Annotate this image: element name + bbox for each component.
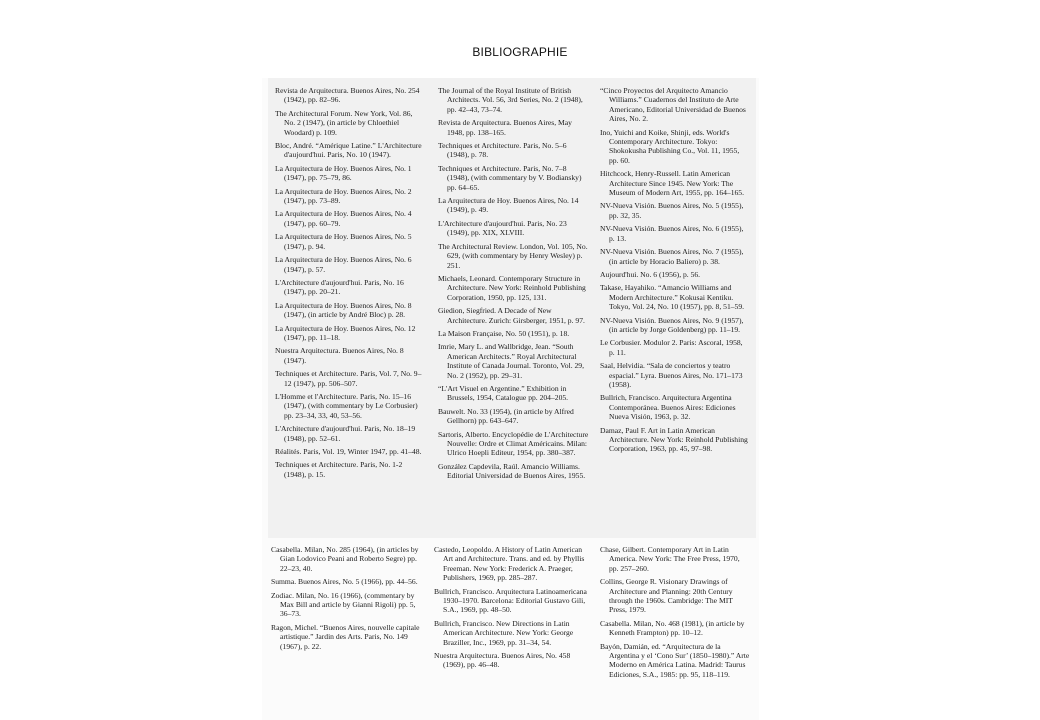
- bibliography-entry: La Arquitectura de Hoy. Buenos Aires, No. 5 (1947), p. 94.: [275, 232, 412, 251]
- bibliography-entry: NV-Nueva Visión. Buenos Aires, No. 5 (1955), pp. 32, 35.: [600, 201, 744, 220]
- bibliography-entry: Damaz, Paul F. Art in Latin American Architecture. New York: Reinhold Publishing Corporation, 1963, pp. 45, 97–98.: [600, 425, 748, 454]
- bibliography-entry: L'Architecture d'aujourd'hui. Paris, No. 16 (1947), pp. 20–21.: [275, 277, 404, 297]
- bibliography-entry: Techniques et Architecture. Paris, No. 1-2 (1948), p. 15.: [275, 460, 403, 479]
- bibliography-entry: Techniques et Architecture. Paris, Vol. 7, No. 9–12 (1947), pp. 506–507.: [275, 369, 422, 388]
- bibliography-entry: Casabella. Milan, No. 285 (1964), (in articles by Gian Lodovico Peani and Roberto Segre) pp. 22–23, 40.: [271, 545, 419, 573]
- bibliography-entry: Réalités. Paris, Vol. 19, Winter 1947, pp. 41–48.: [275, 447, 422, 456]
- bibliography-entry: La Arquitectura de Hoy. Buenos Aires, No. 14 (1949), p. 49.: [438, 196, 579, 215]
- bibliography-column-1: [275, 86, 423, 483]
- bibliography-entry: González Capdevila, Raúl. Amancio Williams. Editorial Universidad de Buenos Aires, 1955.: [438, 461, 586, 481]
- bibliography-entry: Ragon, Michel. “Buenos Aires, nouvelle capitale artistique.” Jardin des Arts. Paris, No. 149 (1967), p. 22.: [271, 622, 420, 651]
- bibliography-entry: NV-Nueva Visión. Buenos Aires, No. 6 (1955), p. 13.: [600, 224, 744, 243]
- bibliography-entry: La Arquitectura de Hoy. Buenos Aires, No. 6 (1947), p. 57.: [275, 255, 412, 274]
- bibliography-entry: “L'Art Visuel en Argentine.” Exhibition in Brussels, 1954, Catalogue pp. 204–205.: [438, 383, 569, 403]
- bibliography-entry: Collins, George R. Visionary Drawings of Architecture and Planning: 20th Century through the 1960s. Cambridge: The MIT Press, 1979.: [600, 577, 733, 615]
- bibliography-entry: “Cinco Proyectos del Arquitecto Amancio Williams.” Cuadernos del Instituto de Arte Americano, Editorial Universidad de Buenos Aires, No. 2.: [600, 86, 746, 124]
- bibliography-entry: Bloc, André. “Amérique Latine.” L'Architecture d'aujourd'hui. Paris, No. 10 (1947).: [275, 141, 422, 160]
- bibliography-entry: Imrie, Mary L. and Wallbridge, Jean. “South American Architects.” Royal Architectural Institute of Canada Journal. Toronto, Vol. 29, No. 2 (1952), pp. 29–31.: [438, 342, 584, 380]
- bibliography-entry: La Arquitectura de Hoy. Buenos Aires, No. 8 (1947), (in article by André Bloc) p. 28.: [275, 300, 412, 320]
- bibliography-entry: L'Homme et l'Architecture. Paris, No. 15–16 (1947), (with commentary by Le Corbusier) pp. 23–34, 33, 40, 53–56.: [275, 391, 418, 420]
- bibliography-entry: La Arquitectura de Hoy. Buenos Aires, No. 1 (1947), pp. 75–79, 86.: [275, 163, 412, 183]
- bibliography-entry: Chase, Gilbert. Contemporary Art in Latin America. New York: The Free Press, 1970, pp. 257–260.: [600, 545, 740, 573]
- bibliography-entry: Takase, Hayahiko. “Amancio Williams and Modern Architecture.” Kokusai Kentiku. Tokyo, Vol. 24, No. 10 (1957), pp. 8, 51–59.: [600, 283, 745, 312]
- bibliography-entry: Ino, Yuichi and Koike, Shinji, eds. World's Contemporary Architecture. Tokyo: Shokokusha Publishing Co., Vol. 11, 1955, pp. 60.: [600, 127, 740, 165]
- bibliography-entry: Nuestra Arquitectura. Buenos Aires, No. 458 (1969), pp. 46–48.: [434, 651, 571, 670]
- bibliography-entry: Saal, Helvidia. “Sala de conciertos y teatro espacial.” Lyra. Buenos Aires, No. 171–173 (1958).: [600, 361, 743, 389]
- bibliography-entry: L'Architecture d'aujourd'hui. Paris, No. 18–19 (1948), pp. 52–61.: [275, 424, 416, 443]
- bibliography-entry: NV-Nueva Visión. Buenos Aires, No. 7 (1955), (in article by Horacio Baliero) p. 38.: [600, 247, 744, 266]
- bibliography-entry: Bauwelt. No. 33 (1954), (in article by Alfred Gellhorn) pp. 643–647.: [438, 406, 574, 426]
- bibliography-column-5: [434, 545, 590, 674]
- bibliography-entry: Bullrich, Francisco. Arquitectura Latinoamericana 1930–1970. Barcelona: Editorial Gustavo Gili, S.A., 1969, pp. 48–50.: [434, 586, 587, 615]
- bibliography-entry: The Architectural Forum. New York, Vol. 86, No. 2 (1947), (in article by Chloethiel Woodard) p. 109.: [275, 108, 413, 137]
- bibliography-entry: Nuestra Arquitectura. Buenos Aires, No. 8 (1947).: [275, 346, 404, 365]
- bibliography-entry: Revista de Arquitectura. Buenos Aires, May 1948, pp. 138–165.: [438, 118, 572, 137]
- bibliography-entry: La Arquitectura de Hoy. Buenos Aires, No. 12 (1947), pp. 11–18.: [275, 323, 416, 342]
- bibliography-entry: The Architectural Review. London, Vol. 105, No. 629, (with commentary by Henry Wesley) p. 251.: [438, 241, 588, 270]
- bibliography-entry: La Maison Française, No. 50 (1951), p. 18.: [438, 328, 570, 338]
- bibliography-entry: The Journal of the Royal Institute of British Architects. Vol. 56, 3rd Series, No. 2 (1948), pp. 42–43, 73–74.: [438, 86, 583, 114]
- bibliography-column-2: [438, 86, 590, 485]
- bibliography-column-3: [600, 86, 750, 458]
- bibliography-entry: L'Architecture d'aujourd'hui. Paris, No. 23 (1949), pp. XIX, XLVIII.: [438, 218, 567, 238]
- bibliography-entry: NV-Nueva Visión. Buenos Aires, No. 9 (1957), (in article by Jorge Goldenberg) pp. 11–19.: [600, 315, 744, 334]
- bibliography-entry: La Arquitectura de Hoy. Buenos Aires, No. 2 (1947), pp. 73–89.: [275, 186, 412, 206]
- page-title: BIBLIOGRAPHIE: [472, 45, 568, 59]
- bibliography-entry: Techniques et Architecture. Paris, No. 7–8 (1948), (with commentary by V. Bodiansky) pp. 64–65.: [438, 163, 582, 192]
- bibliography-column-4: [271, 545, 423, 655]
- bibliography-entry: Revista de Arquitectura. Buenos Aires, No. 254 (1942), pp. 82–96.: [275, 86, 420, 105]
- bibliography-entry: Aujourd'hui. No. 6 (1956), p. 56.: [600, 269, 701, 279]
- bibliography-entry: Casabella. Milan, No. 468 (1981), (in article by Kenneth Frampton) pp. 10–12.: [600, 618, 745, 638]
- bibliography-entry: Le Corbusier. Modulor 2. Paris: Ascoral, 1958, p. 11.: [600, 338, 743, 357]
- bibliography-entry: La Arquitectura de Hoy. Buenos Aires, No. 4 (1947), pp. 60–79.: [275, 209, 412, 228]
- bibliography-entry: Sartoris, Alberto. Encyclopédie de L'Architecture Nouvelle: Ordre et Climat Américains. Milan: Ulrico Hoepli Editeur, 1954, pp. 380–387.: [438, 429, 589, 458]
- bibliography-entry: Zodiac. Milan, No. 16 (1966), (commentary by Max Bill and article by Gianni Rigoli) pp. 5, 36–73.: [271, 590, 416, 619]
- bibliography-entry: Michaels, Leonard. Contemporary Structure in Architecture. New York: Reinhold Publishing Corporation, 1950, pp. 125, 131.: [438, 273, 586, 302]
- bibliography-entry: Bayón, Damián, ed. “Arquitectura de la Argentina y el ‘Cono Sur’ (1850–1980).” Arte Moderno en América Latina. Madrid: Taurus Ediciones, S.A., 1985: pp. 95, 118–119.: [600, 641, 750, 679]
- bibliography-entry: Castedo, Leopoldo. A History of Latin American Art and Architecture. Trans. and ed. by Phyllis Freeman. New York: Frederick A. Praeger, Publishers, 1969, pp. 285–287.: [434, 545, 585, 583]
- bibliography-entry: Summa. Buenos Aires, No. 5 (1966), pp. 44–56.: [271, 577, 418, 587]
- bibliography-entry: Techniques et Architecture. Paris, No. 5–6 (1948), p. 78.: [438, 141, 567, 160]
- bibliography-entry: Giedion, Siegfried. A Decade of New Architecture. Zurich: Girsberger, 1951, p. 97.: [438, 306, 585, 325]
- bibliography-entry: Bullrich, Francisco. New Directions in Latin American Architecture. New York: George Braziller, Inc., 1969, pp. 31–34, 54.: [434, 618, 574, 647]
- bibliography-entry: Hitchcock, Henry-Russell. Latin American Architecture Since 1945. New York: The Museum of Modern Art, 1955, pp. 164–165.: [600, 169, 744, 198]
- bibliography-entry: Bullrich, Francisco. Arquitectura Argentina Contemporánea. Buenos Aires: Ediciones Nueva Visión, 1963, p. 32.: [600, 393, 736, 422]
- bibliography-column-6: [600, 545, 750, 683]
